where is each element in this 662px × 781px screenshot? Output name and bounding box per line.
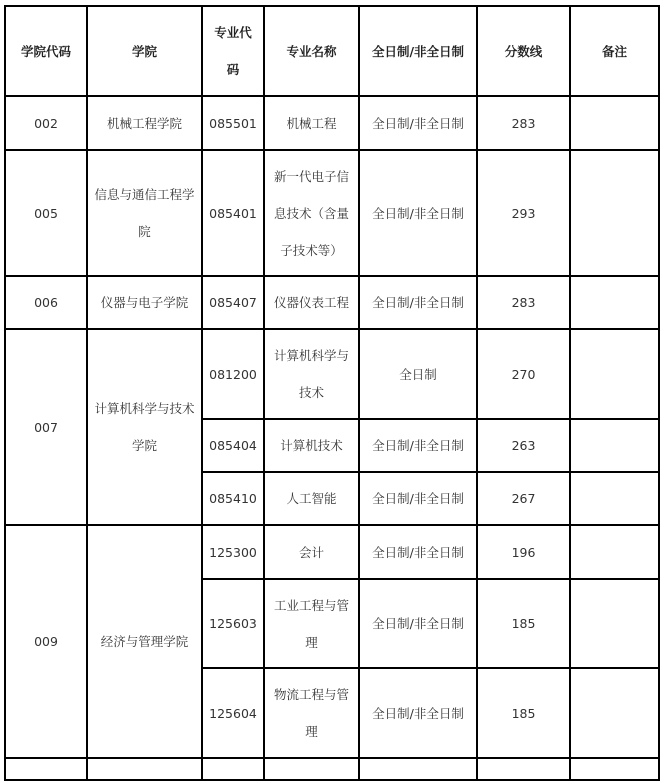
table-cell [87,758,202,780]
note-cell [570,668,659,758]
college-code-cell: 007 [5,329,87,525]
table-row [5,150,659,276]
table-cell [477,758,570,780]
table-row [5,276,659,329]
score-cell: 263 [477,419,570,472]
note-cell [570,579,659,668]
major-name-cell: 仪器仪表工程 [264,276,359,329]
study-mode-cell: 全日制/非全日制 [359,419,477,472]
college-name-cell: 机械工程学院 [87,96,202,150]
note-cell [570,472,659,525]
study-mode-cell: 全日制 [359,329,477,419]
score-cell: 185 [477,579,570,668]
major-code-cell: 085401 [202,150,264,276]
major-name-cell: 物流工程与管理 [264,668,359,758]
table-cell [5,758,87,780]
score-cell: 283 [477,276,570,329]
score-cell: 293 [477,150,570,276]
study-mode-cell: 全日制/非全日制 [359,96,477,150]
note-cell [570,150,659,276]
score-cell: 185 [477,668,570,758]
header-college: 学院 [87,6,202,96]
note-cell [570,419,659,472]
table-row [5,525,659,579]
table-cell [264,758,359,780]
major-name-cell: 会计 [264,525,359,579]
header-note: 备注 [570,6,659,96]
study-mode-cell: 全日制/非全日制 [359,579,477,668]
college-code-cell: 002 [5,96,87,150]
study-mode-cell: 全日制/非全日制 [359,150,477,276]
table-row [5,329,659,419]
score-cell: 267 [477,472,570,525]
header-row [5,6,659,96]
major-name-cell: 人工智能 [264,472,359,525]
study-mode-cell: 全日制/非全日制 [359,276,477,329]
college-name-cell: 仪器与电子学院 [87,276,202,329]
major-code-cell: 085501 [202,96,264,150]
major-name-cell: 计算机科学与技术 [264,329,359,419]
college-name-cell: 经济与管理学院 [87,525,202,758]
header-major-name: 专业名称 [264,6,359,96]
major-code-cell: 085407 [202,276,264,329]
score-table [4,5,660,781]
major-code-cell: 125603 [202,579,264,668]
header-major-code: 专业代码 [202,6,264,96]
table-cell [570,758,659,780]
score-cell: 270 [477,329,570,419]
major-name-cell: 机械工程 [264,96,359,150]
study-mode-cell: 全日制/非全日制 [359,525,477,579]
major-code-cell: 085404 [202,419,264,472]
major-code-cell: 085410 [202,472,264,525]
header-score: 分数线 [477,6,570,96]
college-code-cell: 005 [5,150,87,276]
note-cell [570,276,659,329]
note-cell [570,96,659,150]
header-college-code: 学院代码 [5,6,87,96]
major-code-cell: 125300 [202,525,264,579]
college-code-cell: 006 [5,276,87,329]
score-cell: 283 [477,96,570,150]
note-cell [570,329,659,419]
study-mode-cell: 全日制/非全日制 [359,668,477,758]
major-name-cell: 计算机技术 [264,419,359,472]
note-cell [570,525,659,579]
college-name-cell: 计算机科学与技术学院 [87,329,202,525]
table-cell [202,758,264,780]
table-cell [359,758,477,780]
major-code-cell: 081200 [202,329,264,419]
table-row [5,96,659,150]
college-name-cell: 信息与通信工程学院 [87,150,202,276]
study-mode-cell: 全日制/非全日制 [359,472,477,525]
major-name-cell: 新一代电子信息技术（含量子技术等） [264,150,359,276]
major-name-cell: 工业工程与管理 [264,579,359,668]
major-code-cell: 125604 [202,668,264,758]
college-code-cell: 009 [5,525,87,758]
header-study-mode: 全日制/非全日制 [359,6,477,96]
score-cell: 196 [477,525,570,579]
